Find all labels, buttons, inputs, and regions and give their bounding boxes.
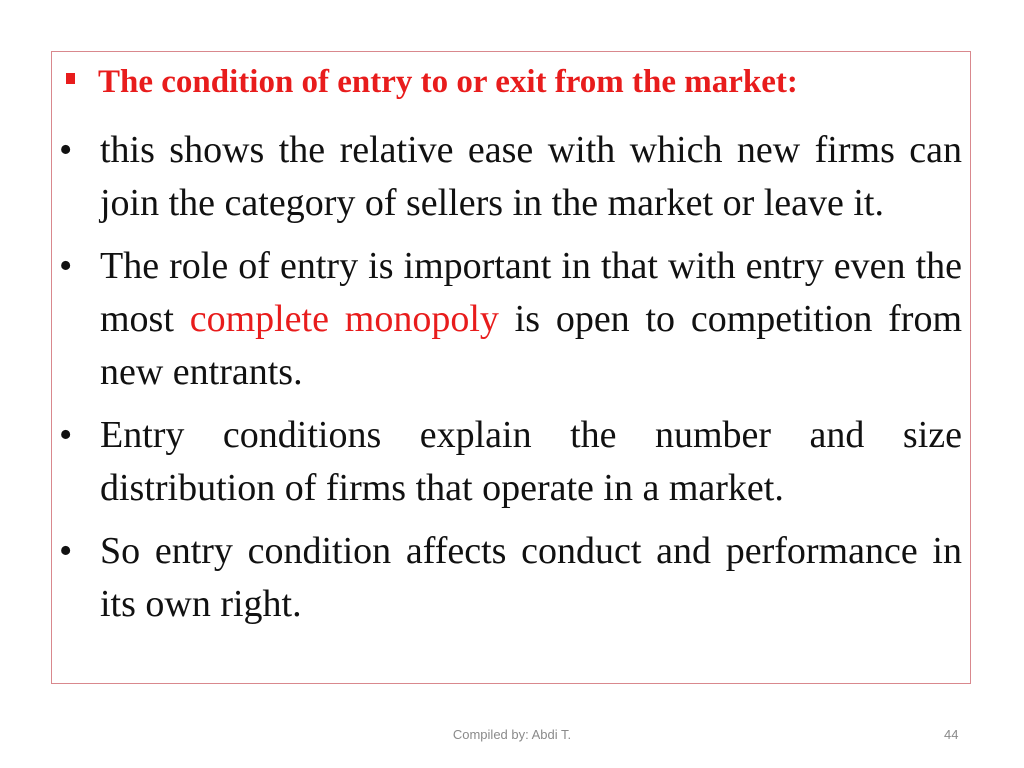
square-bullet-icon bbox=[66, 73, 75, 84]
bullet-text-part: is open to competition from new entrants. bbox=[100, 298, 963, 393]
bullet-dot-icon: • bbox=[59, 530, 73, 572]
footer-credit: Compiled by: Abdi T. bbox=[452, 727, 572, 742]
highlighted-term: complete monopoly bbox=[189, 298, 499, 340]
bullet-text-part: Entry conditions explain the number and size distribution of firms that operate in a market. bbox=[100, 414, 962, 509]
bullet-text-part: So entry condition affects conduct and performance in its own right. bbox=[100, 530, 962, 625]
bullet-dot-icon: • bbox=[59, 245, 73, 287]
page-number: 44 bbox=[944, 727, 959, 742]
bullet-dot-icon: • bbox=[59, 414, 73, 456]
bullet-list bbox=[52, 124, 970, 641]
bullet-dot-icon: • bbox=[59, 129, 73, 171]
bullet-text-part: The role of entry is important in that with entry even the most bbox=[100, 245, 962, 340]
bullet-text bbox=[100, 240, 962, 399]
slide-heading: The condition of entry to or exit from the market: bbox=[98, 64, 798, 100]
bullet-text-part: this shows the relative ease with which new firms can join the category of sellers in the market or leave it. bbox=[100, 129, 962, 224]
bullet-item bbox=[52, 124, 970, 230]
content-box bbox=[51, 51, 971, 684]
bullet-text bbox=[100, 525, 962, 631]
bullet-text bbox=[100, 124, 962, 230]
bullet-item bbox=[52, 240, 970, 399]
bullet-text bbox=[100, 409, 962, 515]
heading-row bbox=[62, 64, 798, 101]
bullet-item bbox=[52, 409, 970, 515]
bullet-item bbox=[52, 525, 970, 631]
